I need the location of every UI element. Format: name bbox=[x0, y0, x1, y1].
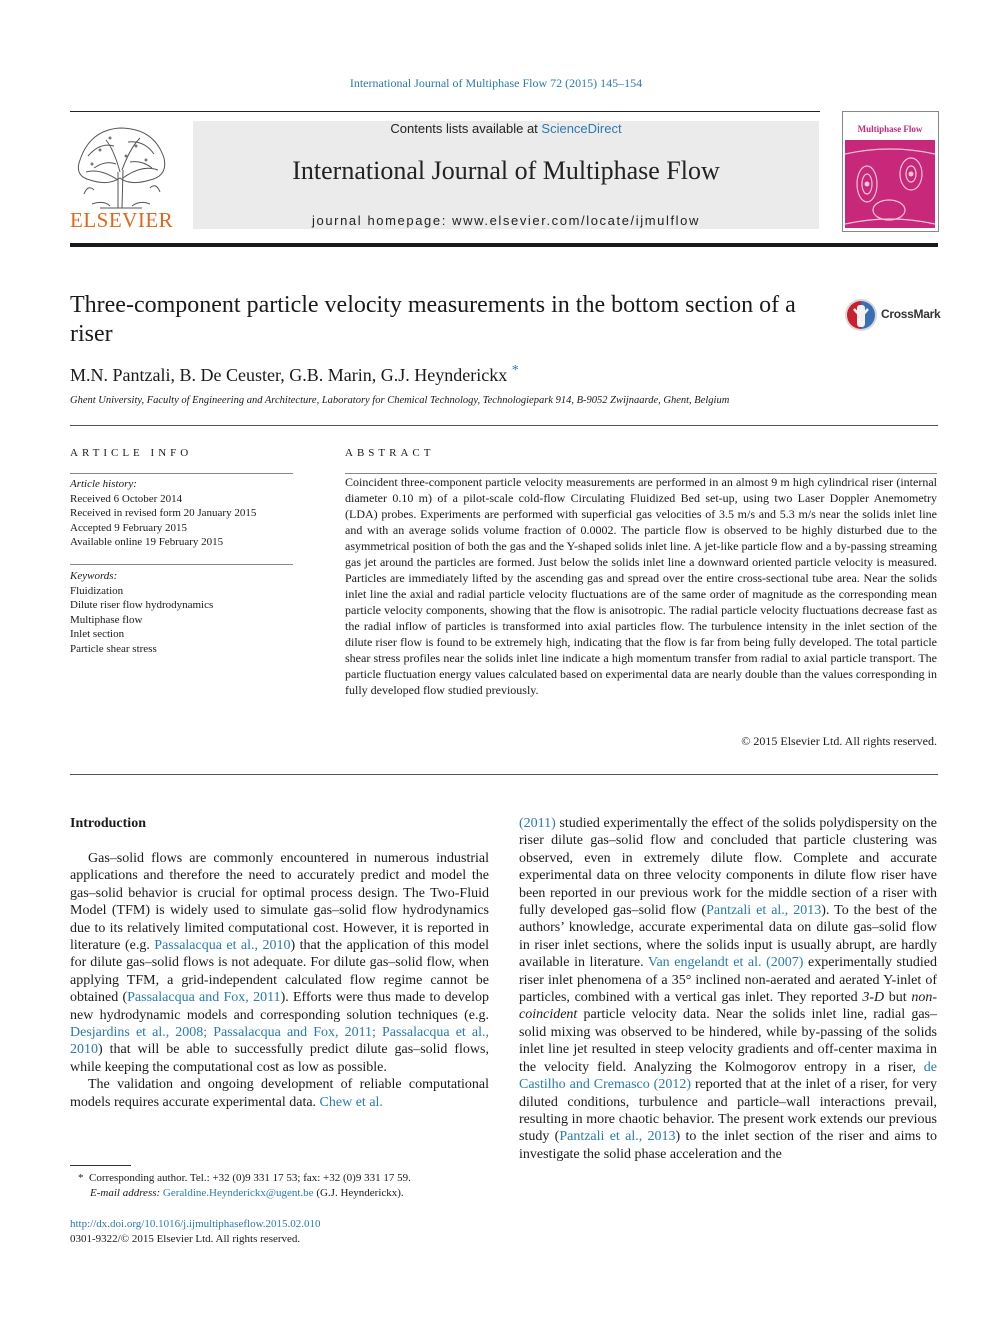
footnote-mark: * bbox=[78, 1172, 84, 1184]
left-column bbox=[70, 850, 489, 1111]
introduction-heading: Introduction bbox=[70, 816, 146, 831]
citation-link[interactable]: Chew et al. bbox=[319, 1094, 383, 1110]
author-email-link[interactable]: Geraldine.Heynderickx@ugent.be bbox=[162, 1187, 314, 1199]
email-label: E-mail address: bbox=[90, 1187, 161, 1199]
keywords-list bbox=[70, 569, 293, 656]
crossmark-icon bbox=[843, 297, 879, 333]
journal-citation[interactable]: International Journal of Multiphase Flow 72 (2015) 145–154 bbox=[349, 76, 643, 90]
keywords-rule bbox=[70, 564, 293, 565]
keyword-item: Dilute riser flow hydrodynamics bbox=[70, 599, 214, 611]
right-column bbox=[519, 815, 937, 1163]
journal-homepage[interactable]: journal homepage: www.elsevier.com/locate/ijmulflow bbox=[312, 213, 700, 228]
keyword-item: Inlet section bbox=[70, 628, 125, 640]
abstract-heading: ABSTRACT bbox=[345, 447, 435, 459]
history-label: Article history: bbox=[70, 478, 137, 490]
cover-title: Multiphase Flow bbox=[857, 124, 923, 134]
journal-cover[interactable] bbox=[842, 111, 939, 232]
intro-paragraph-1: Gas–solid flows are commonly encountered in numerous industrial applications and therefore the need to accurately predict and model the gas–solid behavior is crucial for optimal process design. The Two-Fluid Model (TFM) is widely used to simulate gas–solid flow hydrodynamics due to its relatively limited computational cost. However, it is reported in literature (e.g. Passalacqua et al., 2010) that the application of this model for dilute gas–solid flows is not adequate. For dilute gas–solid flow, when applying TFM, a grid-independent calculated flow regime cannot be obtained (Passalacqua and Fox, 2011). Efforts were thus made to develop new hydrodynamic models and corresponding solution techniques (e.g. Desjardins et al., 2008; Passalacqua and Fox, 2011; Passalacqua et al., 2010) that will be able to successfully predict dilute gas–solid flows, while keeping the computational cost as low as possible. bbox=[70, 851, 489, 1075]
article-history bbox=[70, 477, 293, 550]
elsevier-wordmark: ELSEVIER bbox=[70, 208, 174, 232]
keyword-item: Particle shear stress bbox=[70, 642, 157, 655]
keywords-label: Keywords: bbox=[70, 570, 118, 582]
article-info-heading: ARTICLE INFO bbox=[70, 447, 193, 459]
crossmark-badge[interactable] bbox=[843, 297, 943, 333]
crossmark-label: CrossMark bbox=[881, 307, 941, 321]
keyword-item: Multiphase flow bbox=[70, 613, 143, 626]
journal-masthead bbox=[193, 121, 819, 229]
citation-link[interactable]: de Castilho and Cremasco (2012) bbox=[519, 1059, 937, 1093]
citation-link[interactable]: Passalacqua and Fox, 2011 bbox=[127, 990, 281, 1006]
journal-title: International Journal of Multiphase Flow bbox=[292, 156, 720, 185]
citation-link[interactable]: (2011) bbox=[519, 816, 556, 831]
rule-above-info bbox=[70, 425, 938, 426]
article-info-rule bbox=[70, 473, 293, 474]
contents-line bbox=[193, 121, 819, 136]
emphasis-text: 3-D bbox=[862, 990, 885, 1006]
footnote-corresponding: Corresponding author. Tel.: +32 (0)9 331 17 53; fax: +32 (0)9 331 17 59. bbox=[89, 1172, 411, 1184]
citation-link[interactable]: Van engelandt et al. (2007) bbox=[647, 955, 804, 971]
doi-block bbox=[70, 1217, 321, 1247]
citation-link[interactable]: Passalacqua et al., 2010 bbox=[154, 938, 291, 954]
history-received: Received 6 October 2014 bbox=[70, 492, 183, 505]
history-revised: Received in revised form 20 January 2015 bbox=[70, 507, 257, 519]
author-names: M.N. Pantzali, B. De Ceuster, G.B. Marin, G.J. Heynderickx bbox=[70, 365, 508, 385]
history-online: Available online 19 February 2015 bbox=[70, 536, 224, 548]
email-suffix: (G.J. Heynderickx). bbox=[313, 1187, 404, 1199]
issn-line: 0301-9322/© 2015 Elsevier Ltd. All rights reserved. bbox=[70, 1233, 301, 1245]
header-thick-rule bbox=[70, 243, 938, 247]
article-title: Three-component particle velocity measurements in the bottom section of a riser bbox=[70, 292, 796, 347]
citation-link[interactable]: Pantzali et al., 2013 bbox=[706, 903, 822, 919]
abstract-copyright: © 2015 Elsevier Ltd. All rights reserved. bbox=[741, 734, 937, 748]
contents-prefix: Contents lists available at bbox=[390, 121, 542, 136]
sciencedirect-link[interactable]: ScienceDirect bbox=[541, 121, 622, 136]
intro-paragraph-2: The validation and ongoing development of reliable computational models requires accurate experimental data. Chew et al. bbox=[70, 1077, 489, 1110]
emphasis-text: non-coincident bbox=[519, 990, 938, 1023]
history-accepted: Accepted 9 February 2015 bbox=[70, 521, 187, 534]
author-footnote-mark[interactable]: * bbox=[511, 363, 519, 378]
corresponding-footnote bbox=[70, 1171, 490, 1201]
keyword-item: Fluidization bbox=[70, 584, 124, 597]
intro-paragraph-continued: (2011) studied experimentally the effect of the solids polydispersity on the riser dilute gas–solid flow and concluded that particle clustering was observed, even in extremely dilute flow. Complete and accurate experimental data on three velocity components in dilute flow riser have been reported in our previous work for the middle section of a riser with fully developed gas–solid flow (Pantzali et al., 2013). To the best of the authors’ knowledge, accurate experimental data on dilute gas–solid flow in riser inlet sections, where the solids input is usually abrupt, are hardly available in literature. Van engelandt et al. (2007) experimentally studied riser inlet phenomena of a 35° inclined non-aerated and aerated Y-inlet of particles, combined with a vertical gas inlet. They reported 3-D but non-coincident particle velocity data. Near the solids inlet line, radial gas–solid mixing was observed to be hindered, while by-passing of the solids inlet line jet resulted in steep velocity gradients and off-center maxima in the velocity field. Analyzing the Kolmogorov entropy in a riser, de Castilho and Cremasco (2012) reported that at the inlet of a riser, for very diluted conditions, turbulence and particle–wall interactions prevail, resulting in more chaotic behavior. The present work extends our previous study (Pantzali et al., 2013) to the inlet section of the riser and aims to investigate the solid phase acceleration and the bbox=[519, 816, 938, 1162]
header-top-rule bbox=[70, 111, 820, 112]
footnote-rule bbox=[70, 1165, 131, 1166]
cover-art-icon bbox=[845, 140, 935, 228]
affiliation: Ghent University, Faculty of Engineering and Architecture, Laboratory for Chemical Technology, Technologiepark 914, B-9052 Zwijnaarde, Ghent, Belgium bbox=[70, 395, 730, 406]
citation-link[interactable]: Pantzali et al., 2013 bbox=[559, 1129, 676, 1145]
elsevier-logo bbox=[70, 120, 172, 232]
doi-link[interactable]: http://dx.doi.org/10.1016/j.ijmultiphaseflow.2015.02.010 bbox=[70, 1218, 321, 1230]
author-list bbox=[70, 363, 519, 386]
abstract-text: Coincident three-component particle velocity measurements are performed in an almost 9 m high cylindrical riser (internal diameter 0.10 m) of a pilot-scale cold-flow Circulating Fluidized Bed set-up, using two Laser Doppler Anemometry (LDA) probes. Experiments are performed with superficial gas velocities of 3.5 m/s and 5.3 m/s near the solids inlet line and with an average solids volume fraction of 0.0002. The particle flow is observed to be highly disturbed due to the asymmetrical position of both the gas and the Y-shaped solids inlet line. A jet-like particle flow and a by-passing streaming gas jet around the particles are formed. Just below the solids inlet line a downward oriented particle velocity is measured. Particles are immediately lifted by the ascending gas and spread over the entire cross-sectional tube area. Near the solids inlet line the axial and radial particle velocity fluctuations are of the same order of magnitude as the corresponding mean particle velocity components, showing that the flow is anisotropic. The radial particle velocity fluctuations decrease fast as the radial inflow of particles is transformed into axial particles flow. The turbulence intensity in the inlet section of the dilute riser flow is found to be extremely high, indicating that the flow is far from being fully developed. The total particle shear stress profiles near the solids inlet line indicate a high momentum transfer from radial to axial particle transport. The particle fluctuation energy values calculated based on experimental data are nearly double than the values corresponding in fully developed flow studied previously. bbox=[345, 475, 937, 697]
rule-below-abstract bbox=[70, 774, 938, 775]
citation-link[interactable]: Desjardins et al., 2008; Passalacqua and Fox, 2011; Passalacqua et al., 2010 bbox=[70, 1025, 489, 1058]
